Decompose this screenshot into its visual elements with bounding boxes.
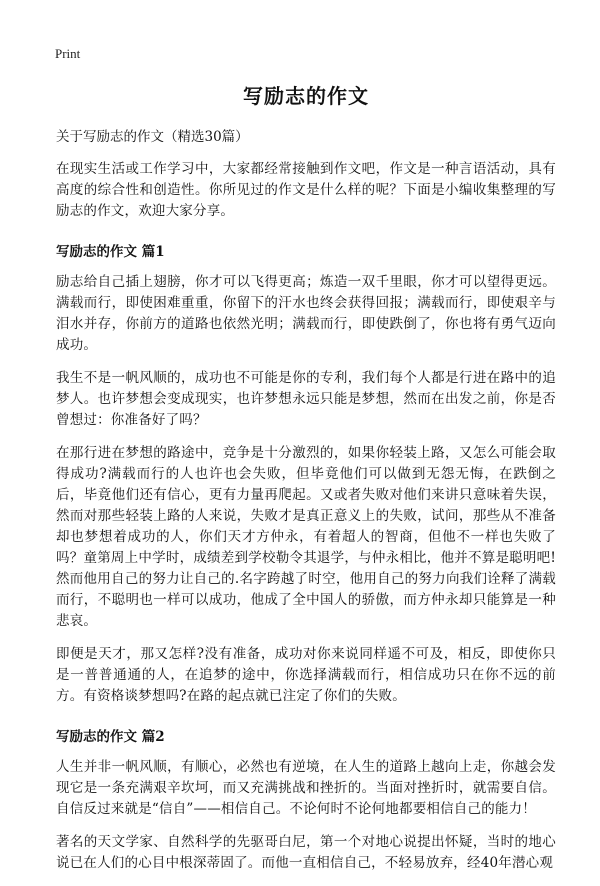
paragraph: 我生不是一帆风顺的，成功也不可能是你的专利，我们每个人都是行进在路中的追梦人。也许梦想会变成现实，也许梦想永远只能是梦想，然而在出发之前，你是否曾想过：你准备好了吗？: [56, 370, 556, 428]
print-link[interactable]: Print: [55, 46, 81, 61]
paragraph: 即便是天才，那又怎样?没有准备，成功对你来说同样遥不可及，相反，即使你只是一普普通通的人，在追梦的途中，你选择满载而行，相信成功只在你不远的前方。有资格谈梦想吗?在路的起点就已注定了你们的失败。: [56, 646, 556, 704]
document-body: [56, 74, 556, 886]
intro-paragraph: 在现实生活或工作学习中，大家都经常接触到作文吧，作文是一种言语活动，具有高度的综合性和创造性。你所见过的作文是什么样的呢？下面是小编收集整理的写励志的作文，欢迎大家分享。: [56, 161, 556, 219]
paragraph: 励志给自己插上翅膀，你才可以飞得更高；炼造一双千里眼，你才可以望得更远。满载而行，即使困难重重，你留下的汗水也终会获得回报；满载而行，即使艰辛与泪水并存，你前方的道路也依然光明；满载而行，即使跌倒了，你也将有勇气迈向成功。: [56, 274, 556, 353]
paragraph: 在那行进在梦想的路途中，竞争是十分激烈的，如果你轻装上路，又怎么可能会取得成功?满载而行的人也许也会失败，但毕竟他们可以做到无怨无悔，在跌倒之后，毕竟他们还有信心，更有力量再爬起。又或者失败对他们来讲只意味着失误，然而对那些轻装上路的人来说，失败才是真正意义上的失败，试问，那些从不准备却也梦想着成功的人，你们天才方仲永，有着超人的智商，但他不一样也失败了吗？童第周上中学时，成绩差到学校勒令其退学，与仲永相比，他并不算是聪明吧!然而他用自己的努力让自己的.名字跨越了时空，他用自己的努力向我们诠释了满载而行，不聪明也一样可以成功，他成了全中国人的骄傲，而方仲永却只能算是一种悲哀。: [56, 445, 556, 629]
page-title: 写励志的作文: [243, 84, 369, 108]
subtitle: 关于写励志的作文（精选30篇）: [56, 129, 249, 145]
section-heading-1: 写励志的作文 篇1: [56, 244, 165, 260]
paragraph: 人生并非一帆风顺，有顺心，必然也有逆境，在人生的道路上越向上走，你越会发现它是一条充满艰辛坎坷，而又充满挑战和挫折的。当面对挫折时，就需要自信。自信反过来就是“信自”——相信自己。不论何时不论何地都要相信自己的能力！: [56, 759, 556, 817]
paragraph: 著名的天文学家、自然科学的先驱哥白尼，第一个对地心说提出怀疑，当时的地心说已在人们的心目中根深蒂固了。而他一直相信自己，不轻易放弃，经40年潜心观: [56, 834, 556, 871]
section-heading-2: 写励志的作文 篇2: [56, 729, 165, 745]
